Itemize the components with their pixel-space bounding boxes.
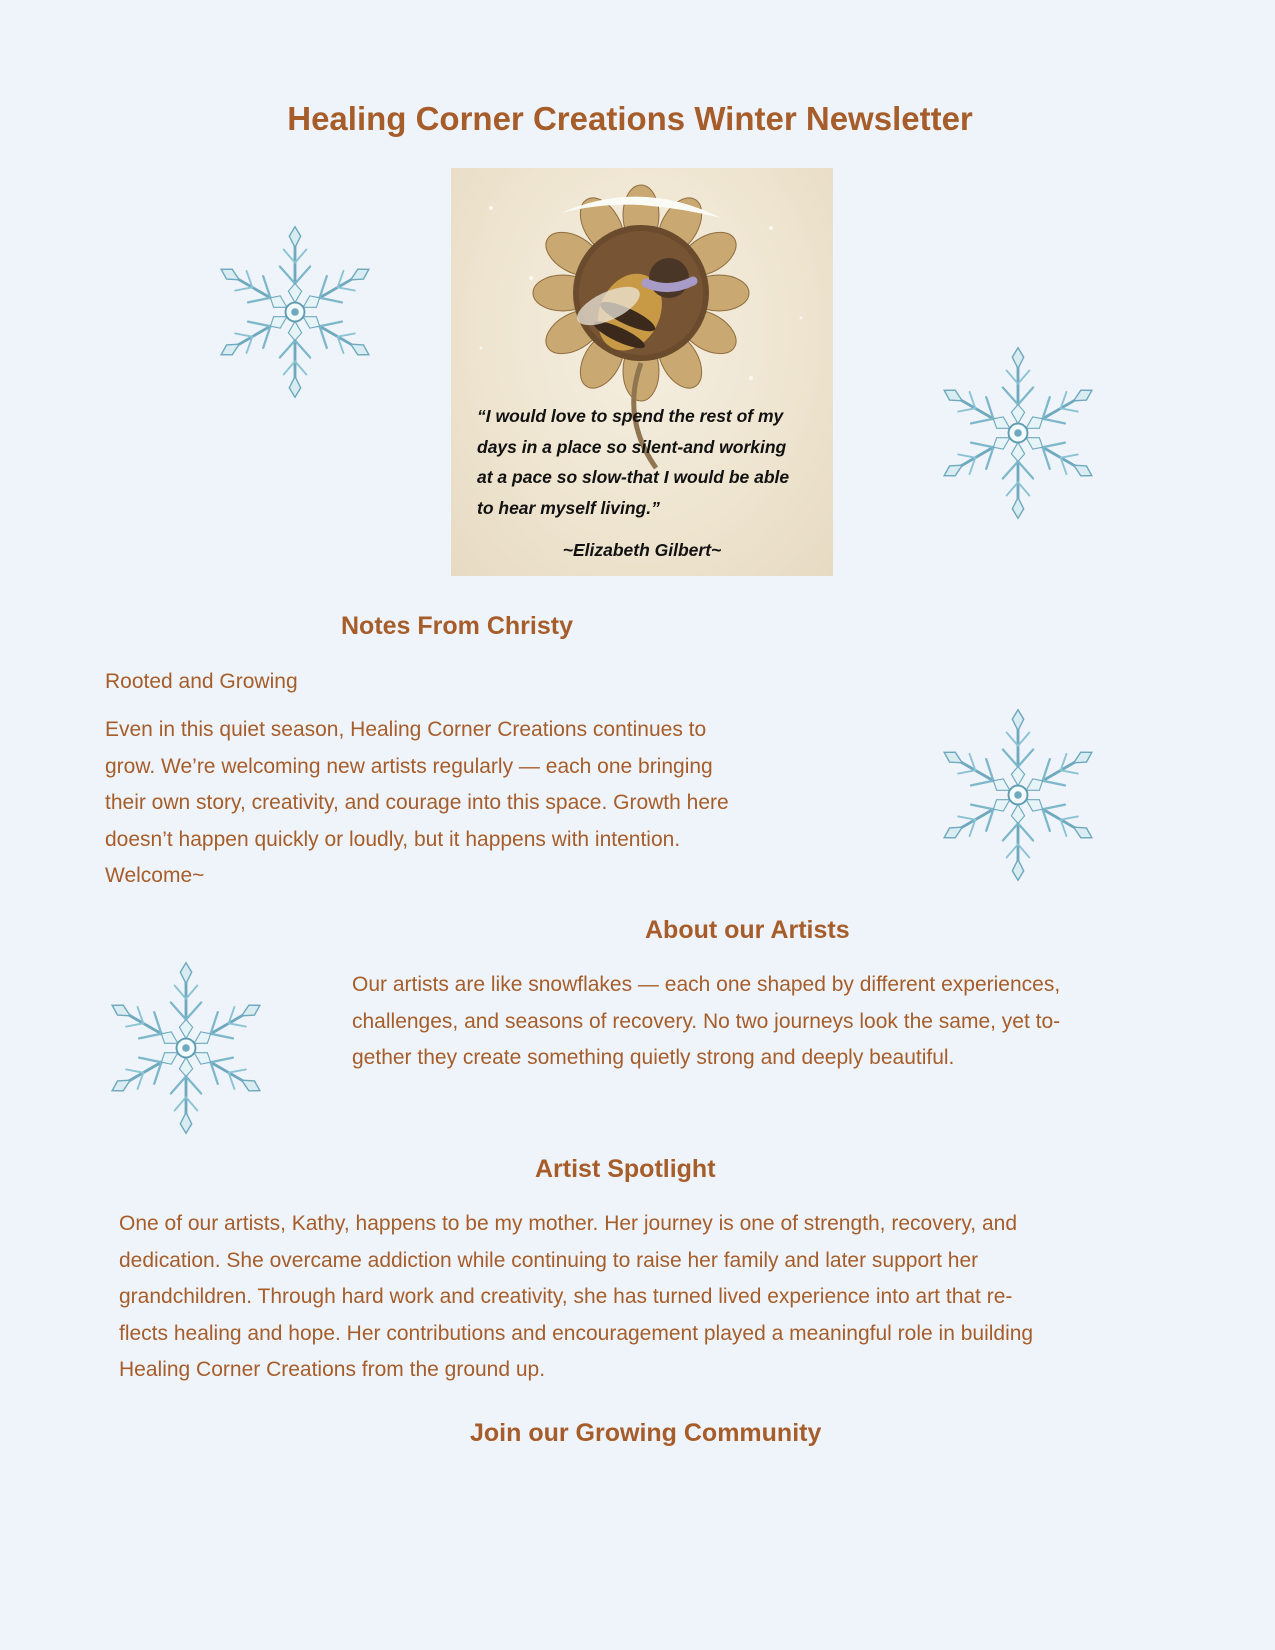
snowflake-icon [96,958,276,1138]
quote-line: “I would love to spend the rest of my [477,406,784,426]
artists-body [352,967,1232,1077]
notes-body [105,712,865,895]
notes-heading: Notes From Christy [341,612,573,640]
community-heading: Join our Growing Community [470,1419,822,1447]
quote-author: ~Elizabeth Gilbert~ [562,540,722,560]
artists-line: Our artists are like snowflakes — each one shaped by different experiences, [352,973,1061,996]
snowflake-icon [205,222,385,402]
spotlight-line: grandchildren. Through hard work and creativity, she has turned lived experience into art that re- [119,1285,1013,1308]
spotlight-line: flects healing and hope. Her contributions and encouragement played a meaningful role in building [119,1321,1034,1345]
artists-heading: About our Artists [645,916,850,944]
quote-line: days in a place so silent-and working [477,436,787,457]
spotlight-heading: Artist Spotlight [535,1155,716,1183]
snowflake-icon [928,343,1108,523]
notes-line: Even in this quiet season, Healing Corner Creations continues to [105,718,707,741]
newsletter-title: Healing Corner Creations Winter Newsletter [287,100,973,137]
spotlight-line: One of our artists, Kathy, happens to be my mother. Her journey is one of strength, recovery, and [119,1212,1018,1235]
quote-card [451,168,833,576]
snowflake-icon [928,705,1108,885]
quote-line: at a pace so slow-that I would be able [477,467,790,487]
notes-line: their own story, creativity, and courage into this space. Growth here [105,791,729,814]
notes-line: grow. We’re welcoming new artists regularly — each one bringing [105,754,713,778]
spotlight-line: Healing Corner Creations from the ground up. [119,1358,546,1381]
artists-line: challenges, and seasons of recovery. No two journeys look the same, yet to- [352,1009,1061,1033]
notes-line: doesn’t happen quickly or loudly, but it happens with intention. [105,827,681,851]
artists-line: gether they create something quietly strong and deeply beautiful. [352,1046,955,1069]
quote-line: to hear myself living.” [477,497,660,518]
spotlight-body [119,1206,1239,1389]
spotlight-line: dedication. She overcame addiction while continuing to raise her family and later support her [119,1248,979,1272]
notes-subheading: Rooted and Growing [105,670,298,693]
notes-line: Welcome~ [105,864,205,887]
quote-text [477,401,817,523]
